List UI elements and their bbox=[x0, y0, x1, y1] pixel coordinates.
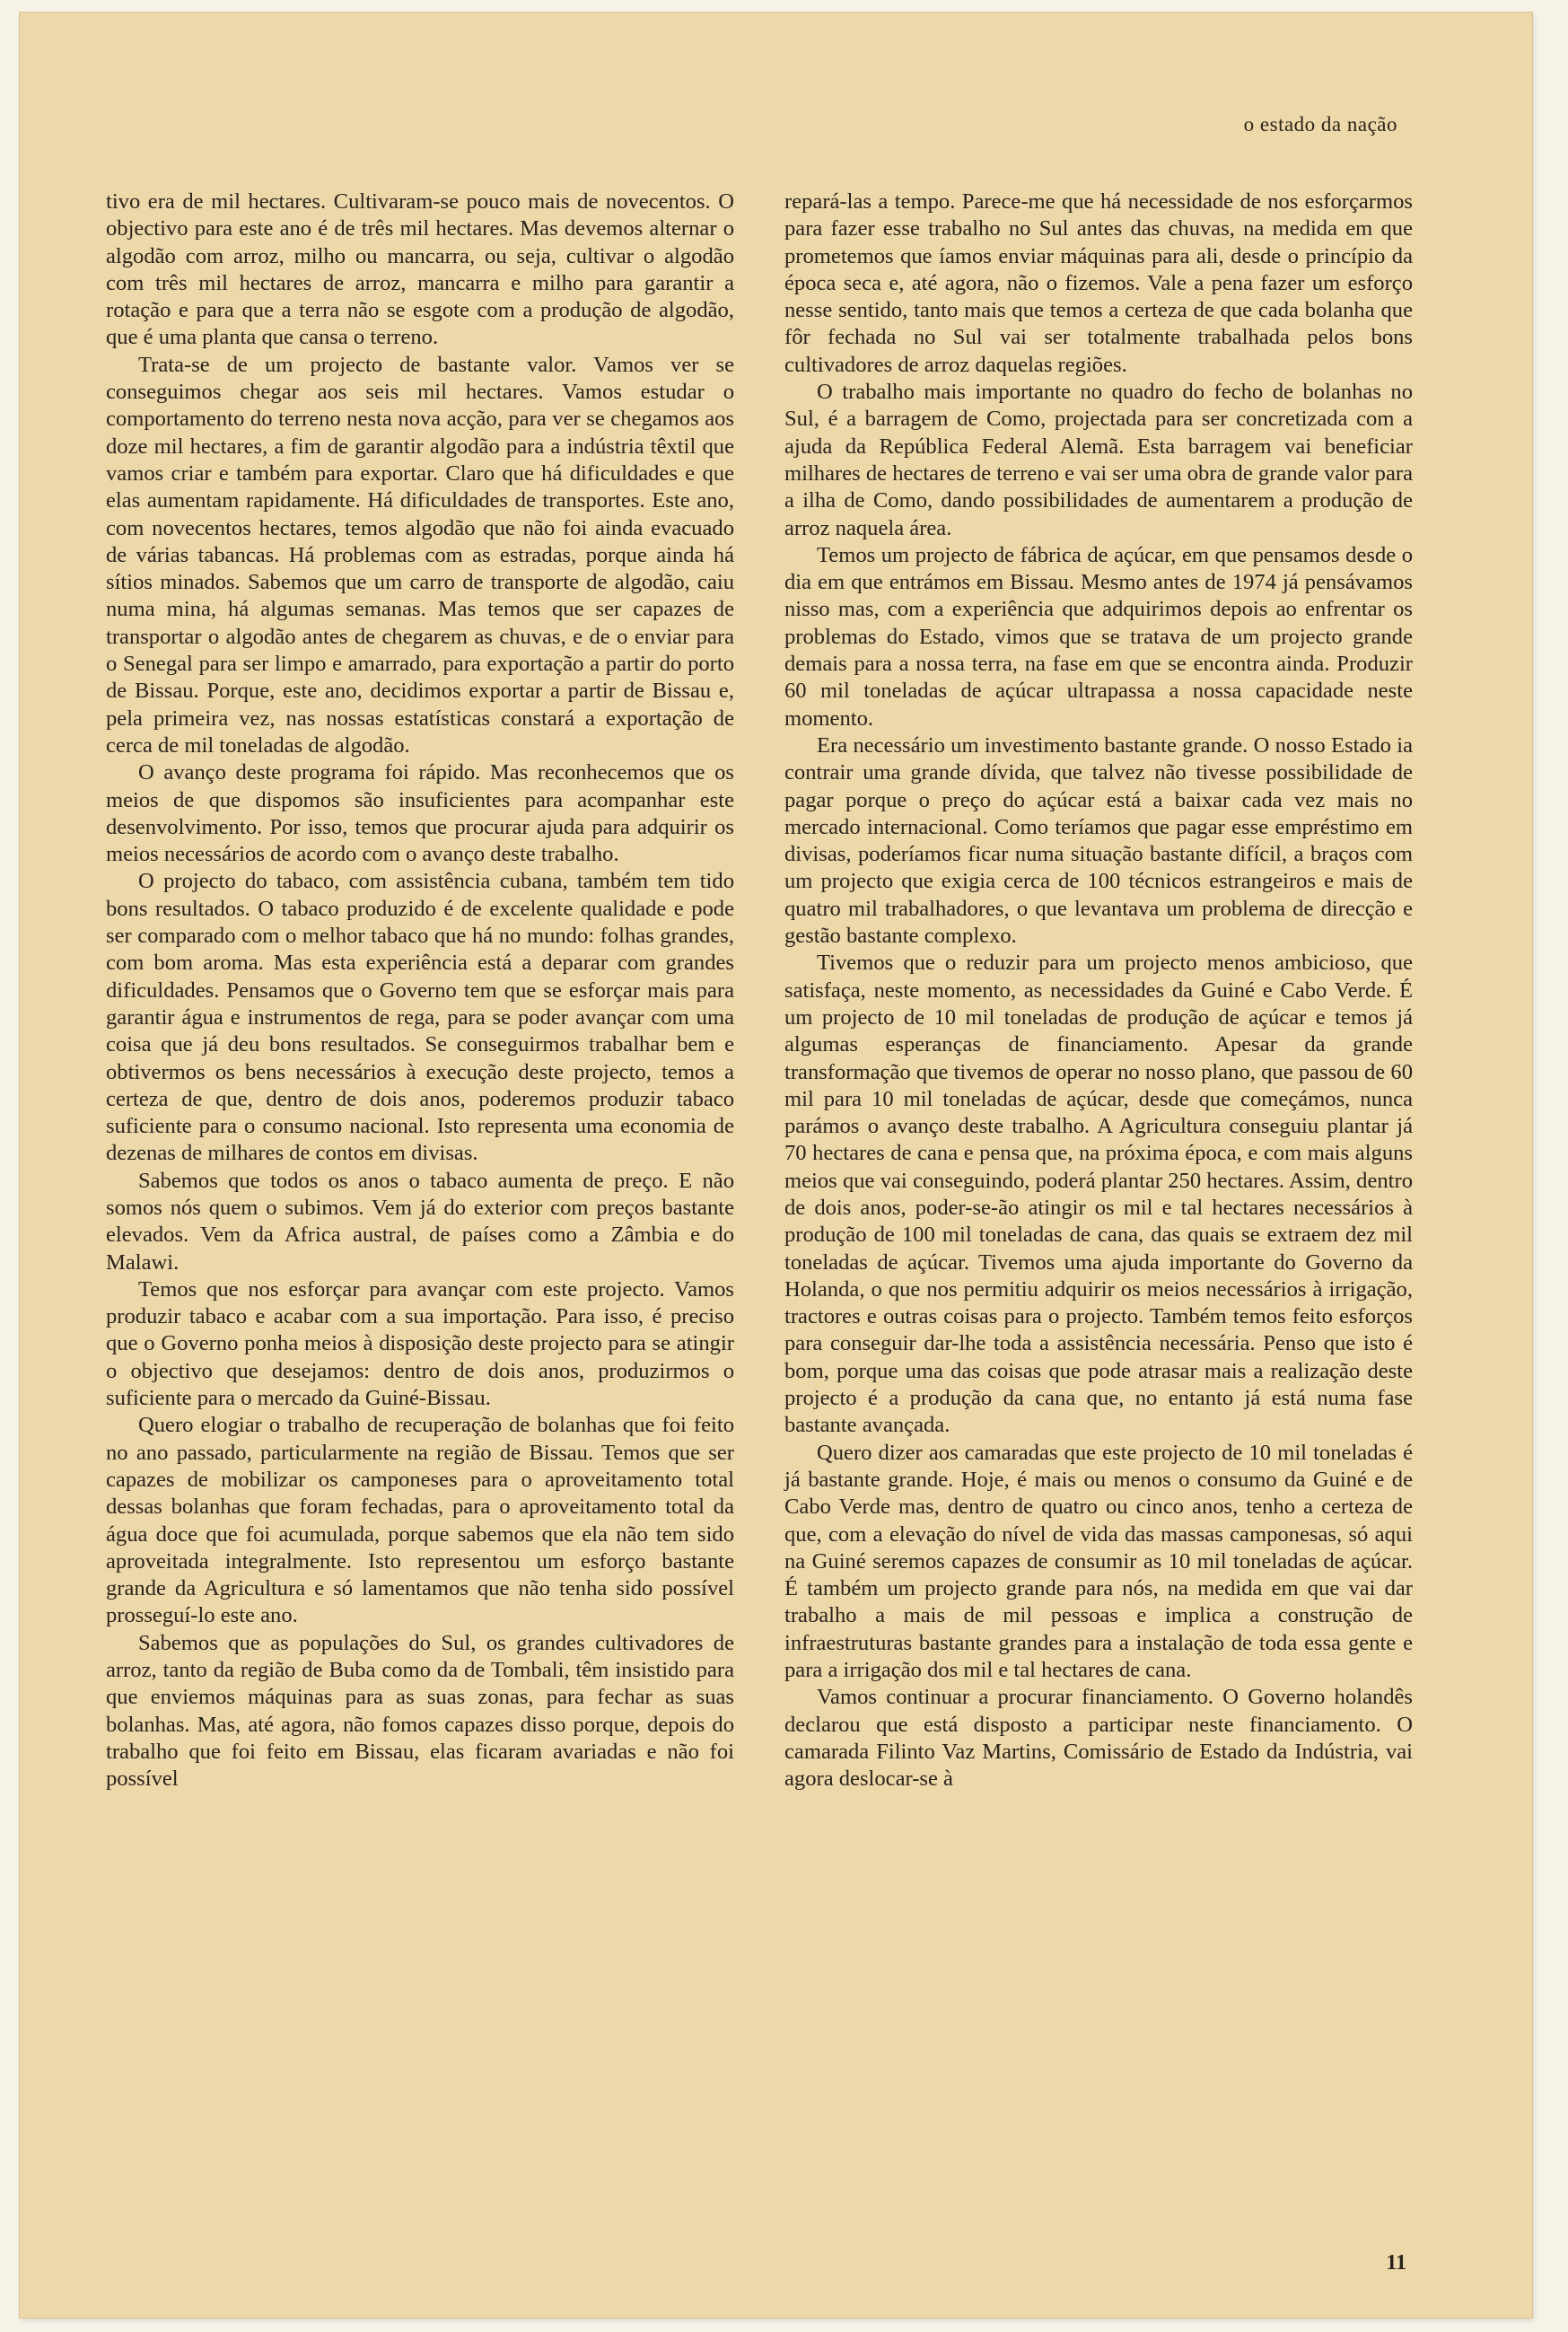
paragraph: O avanço deste programa foi rápido. Mas reconhecemos que os meios de que dispomos são insuficientes para acompanhar este desenvolvimento. Por isso, temos que procurar ajuda para adquirir os meios necessários de acordo com o avanço deste trabalho. bbox=[106, 760, 734, 867]
paragraph: repará-las a tempo. Parece-me que há necessidade de nos esforçarmos para fazer esse trabalho no Sul antes das chuvas, na medida em que prometemos que íamos enviar máquinas para ali, desde o princípio da época seca e, até agora, não o fizemos. Vale a pena fazer um esforço nesse sentido, tanto mais que temos a certeza de que cada bolanha que fôr fechada no Sul vai ser totalmente trabalhada pelos bons cultivadores de arroz daquelas regiões. bbox=[784, 189, 1413, 377]
running-header: o estado da nação bbox=[1243, 113, 1397, 136]
paragraph: tivo era de mil hectares. Cultivaram-se pouco mais de novecentos. O objectivo para este ano é de três mil hectares. Mas devemos alternar o algodão com arroz, milho ou mancarra, ou seja, cultivar o algodão com três mil hectares de arroz, mancarra e milho para garantir a rotação e para que a terra não se esgote com a produção de algodão, que é uma planta que cansa o terreno. bbox=[106, 189, 734, 350]
paragraph: Trata-se de um projecto de bastante valor. Vamos ver se conseguimos chegar aos seis mil hectares. Vamos estudar o comportamento do terreno nesta nova acção, para ver se chegamos aos doze mil hectares, a fim de garantir algodão para a indústria têxtil que vamos criar e também para exportar. Claro que há dificuldades e que elas aumentam rapidamente. Há dificuldades de transportes. Este ano, com novecentos hectares, temos algodão que não foi ainda evacuado de várias tabancas. Há problemas com as estradas, porque ainda há sítios minados. Sabemos que um carro de transporte de algodão, caiu numa mina, há algumas semanas. Mas temos que ser capazes de transportar o algodão antes de chegarem as chuvas, e de o enviar para o Senegal para ser limpo e amarrado, para exportação a partir do porto de Bissau. Porque, este ano, decidimos exportar a partir de Bissau e, pela primeira vez, nas nossas estatísticas constará a exportação de cerca de mil toneladas de algodão. bbox=[106, 352, 734, 758]
right-text-column bbox=[784, 188, 1413, 1793]
paragraph: Tivemos que o reduzir para um projecto menos ambicioso, que satisfaça, neste momento, as necessidades da Guiné e Cabo Verde. É um projecto de 10 mil toneladas de produção de açúcar e temos já algumas esperanças de financiamento. Apesar da grande transformação que tivemos de operar no nosso plano, que passou de 60 mil para 10 mil toneladas de açúcar, desde que começámos, nunca parámos o avanço deste trabalho. A Agricultura conseguiu plantar já 70 hectares de cana e pensa que, na próxima época, e com mais alguns meios que vai conseguindo, poderá plantar 250 hectares. Assim, dentro de dois anos, poder-se-ão atingir os mil e tal hectares necessários à produção de 100 mil toneladas de cana, das quais se extraem dez mil toneladas de açúcar. Tivemos uma ajuda importante do Governo da Holanda, o que nos permitiu adquirir os meios necessários à irrigação, tractores e outras coisas para o projecto. Também temos feito esforços para conseguir dar-lhe toda a assistência necessária. Penso que isto é bom, porque uma das coisas que pode atrasar mais a realização deste projecto é a produção da cana que, no entanto já está numa fase bastante avançada. bbox=[784, 951, 1413, 1438]
page-number: 11 bbox=[1386, 2251, 1406, 2275]
left-text-column bbox=[106, 188, 734, 1793]
paragraph: Temos que nos esforçar para avançar com este projecto. Vamos produzir tabaco e acabar com a sua importação. Para isso, é preciso que o Governo ponha meios à disposição deste projecto para se atingir o objectivo que desejamos: dentro de dois anos, produzirmos o suficiente para o mercado da Guiné-Bissau. bbox=[106, 1276, 734, 1411]
paragraph: Quero dizer aos camaradas que este projecto de 10 mil toneladas é já bastante grande. Hoje, é mais ou menos o consumo da Guiné e de Cabo Verde mas, dentro de quatro ou cinco anos, tenho a certeza de que, com a elevação do nível de vida das massas camponesas, só aqui na Guiné seremos capazes de consumir as 10 mil toneladas de açúcar. É também um projecto grande para nós, na medida em que vai dar trabalho a mais de mil pessoas e implica a construção de infraestruturas bastante grandes para a instalação de toda essa gente e para a irrigação dos mil e tal hectares de cana. bbox=[784, 1440, 1413, 1683]
paragraph: Temos um projecto de fábrica de açúcar, em que pensamos desde o dia em que entrámos em Bissau. Mesmo antes de 1974 já pensávamos nisso mas, com a experiência que adquirimos depois ao enfrentar os problemas do Estado, vimos que se tratava de um projecto grande demais para a nossa terra, na fase em que se encontra ainda. Produzir 60 mil toneladas de açúcar ultrapassa a nossa capacidade neste momento. bbox=[784, 542, 1413, 731]
paragraph: Quero elogiar o trabalho de recuperação de bolanhas que foi feito no ano passado, particularmente na região de Bissau. Temos que ser capazes de mobilizar os camponeses para o aproveitamento total dessas bolanhas que foram fechadas, para o aproveitamento total da água doce que foi acumulada, porque sabemos que ela não tem sido aproveitada integralmente. Isto representou um esforço bastante grande da Agricultura e só lamentamos que não tenha sido possível prosseguí-lo este ano. bbox=[106, 1413, 734, 1628]
paragraph: Era necessário um investimento bastante grande. O nosso Estado ia contrair uma grande dívida, que talvez não tivesse possibilidade de pagar porque o preço do açúcar está a baixar cada vez mais no mercado internacional. Como teríamos que pagar esse empréstimo em divisas, poderíamos ficar numa situação bastante difícil, a braços com um projecto que exigia cerca de 100 técnicos estrangeiros e mais de quatro mil trabalhadores, o que levantava um problema de direcção e gestão bastante complexo. bbox=[784, 732, 1413, 949]
paragraph: Sabemos que as populações do Sul, os grandes cultivadores de arroz, tanto da região de Buba como da de Tombali, têm insistido para que enviemos máquinas para as suas zonas, para fechar as suas bolanhas. Mas, até agora, não fomos capazes disso porque, depois do trabalho que foi feito em Bissau, elas ficaram avariadas e não foi possível bbox=[106, 1630, 734, 1792]
paragraph: O trabalho mais importante no quadro do fecho de bolanhas no Sul, é a barragem de Como, projectada para ser concretizada com a ajuda da República Federal Alemã. Esta barragem vai beneficiar milhares de hectares de terreno e vai ser uma obra de grande valor para a ilha de Como, dando possibilidades de aumentarem a produção de arroz naquela área. bbox=[784, 380, 1413, 540]
paragraph: O projecto do tabaco, com assistência cubana, também tem tido bons resultados. O tabaco produzido é de excelente qualidade e pode ser comparado com o melhor tabaco que há no mundo: folhas grandes, com bom aroma. Mas esta experiência está a deparar com grandes dificuldades. Pensamos que o Governo tem que se esforçar mais para garantir água e instrumentos de rega, para se poder avançar com uma coisa que já deu bons resultados. Se conseguirmos trabalhar bem e obtivermos os bens necessários à execução deste projecto, temos a certeza de que, dentro de dois anos, poderemos produzir tabaco suficiente para o consumo nacional. Isto representa uma economia de dezenas de milhares de contos em divisas. bbox=[106, 869, 734, 1166]
magazine-page bbox=[20, 13, 1532, 2318]
paragraph: Sabemos que todos os anos o tabaco aumenta de preço. E não somos nós quem o subimos. Vem já do exterior com preços bastante elevados. Vem da Africa austral, de países como a Zâmbia e do Malawi. bbox=[106, 1168, 734, 1275]
paragraph: Vamos continuar a procurar financiamento. O Governo holandês declarou que está disposto a participar neste financiamento. O camarada Filinto Vaz Martins, Comissário de Estado da Indústria, vai agora deslocar-se à bbox=[784, 1685, 1413, 1792]
